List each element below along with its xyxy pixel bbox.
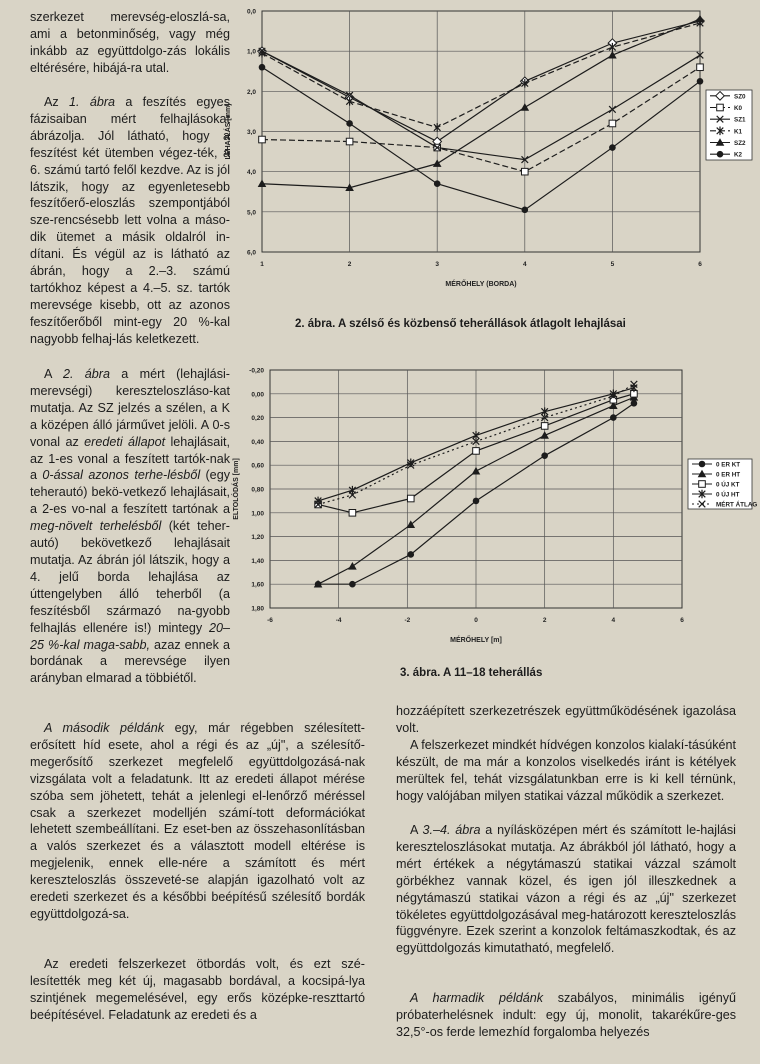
text-run: hozzáépített szerkezetrészek együttműködésének igazolása volt.	[396, 704, 736, 735]
data-point	[259, 136, 266, 143]
text-run: Az eredeti felszerkezet ötbordás volt, és ezt szé-lesítették meg két új, magasabb bordával, a kocsipá-lya szintjének megemelésével, egy erős középke-reszttartó beépítésével. Feladatunk az eredeti és a	[30, 957, 365, 1022]
y-tick-label: 1,40	[251, 557, 264, 565]
paragraph-2	[30, 94, 230, 348]
data-point	[346, 97, 353, 106]
data-point	[521, 103, 530, 111]
paragraph-7	[396, 737, 736, 805]
x-tick-label: -4	[335, 617, 342, 624]
data-point	[346, 120, 353, 127]
y-tick-label: 0,00	[251, 391, 264, 399]
series-line-1	[262, 67, 700, 171]
italic-run: 1. ábra	[69, 95, 116, 109]
y-tick-label: 2,0	[246, 88, 256, 96]
data-point	[610, 414, 617, 421]
y-tick-label: 0,80	[251, 486, 264, 494]
data-point	[696, 15, 705, 23]
data-point	[434, 123, 441, 132]
paragraph-5	[30, 956, 365, 1024]
italic-run: meg-növelt terhelésből	[30, 519, 162, 534]
x-tick-label: 4	[522, 261, 527, 268]
x-tick-label: 4	[611, 617, 616, 624]
y-axis-label: LEHAJLÁS [mm]	[225, 103, 232, 160]
italic-run: 0-ással azonos terhe-lésből	[42, 468, 201, 483]
data-point	[473, 448, 480, 455]
legend-label: SZ2	[734, 140, 746, 147]
y-tick-label: 1,20	[251, 534, 264, 542]
y-tick-label: 1,0	[246, 48, 256, 56]
series-line-0	[262, 21, 700, 142]
data-point	[259, 64, 266, 71]
data-point	[522, 207, 529, 214]
text-run: lehajlásait, az 1-es vonal a feszített tartók-nak a	[30, 434, 230, 483]
data-point	[434, 180, 441, 187]
data-point	[472, 467, 481, 475]
text-run: szerkezet merevség-eloszlá-sa, ami a betonminőség, vagy még inkább az együttdolgo-zás lokális eltérésére, hibájá-ra utal.	[30, 10, 230, 75]
data-point	[258, 179, 267, 187]
data-point	[609, 144, 616, 151]
legend-label: SZ0	[734, 93, 746, 101]
y-tick-label: 5,0	[246, 209, 256, 217]
legend-marker	[717, 104, 724, 111]
data-point	[697, 78, 704, 85]
data-point	[349, 581, 356, 588]
paragraph-8	[396, 822, 736, 957]
text-run: (két teher-autó) bekövetkező lehajlásait mutatja. Az ábrán jól látszik, hogy a 4. jelű borda lehajlása az úttengelyben álló teherből (a feszítésből származó na-gyobb felhajlás ellenére is!) mintegy	[30, 519, 230, 635]
series-line-2	[262, 51, 700, 159]
text-run: Az	[44, 95, 70, 109]
x-tick-label: 0	[474, 617, 478, 624]
paragraph-1	[30, 9, 230, 77]
data-point	[473, 498, 480, 505]
y-tick-label: -0,20	[249, 367, 264, 375]
data-point	[697, 64, 704, 71]
x-tick-label: 6	[698, 261, 702, 268]
italic-run: eredeti állapot	[84, 434, 166, 449]
paragraph-3	[30, 366, 230, 687]
data-point	[349, 510, 356, 517]
data-point	[609, 43, 616, 52]
legend-label: 0 ÚJ HT	[716, 491, 740, 499]
data-point	[541, 423, 548, 430]
text-run: A	[44, 367, 63, 381]
x-tick-label: 1	[260, 261, 264, 268]
italic-run: A második példánk	[44, 721, 165, 735]
italic-run: 20–25 %-kal maga-sabb,	[30, 620, 230, 652]
y-tick-label: 0,60	[251, 462, 264, 470]
paragraph-9	[396, 990, 736, 1041]
figure-3-caption: 3. ábra. A 11–18 teherállás	[400, 667, 543, 679]
chart-figure-2	[225, 2, 754, 302]
text-run: szabályos, minimális igényű próbaterhelésnek indult: egy új, monolit, takarékűre-ges 32,5°-os ferde lemezhíd forgalomba helyezés	[396, 991, 737, 1039]
paragraph-4	[30, 720, 365, 923]
legend-label: MÉRT ÁTLAG	[716, 501, 758, 509]
legend-marker	[699, 481, 706, 488]
text-run: a mért (lehajlási-merevségi) kereszteloszláso-kat mutatja. Az SZ jelzés a szélen, a K a középen álló járművet jelöli. A 0-s vonal az	[30, 367, 230, 449]
text-run: azaz ennek a bordának a merevsége ilyen arányban elmarad a többiétől.	[30, 637, 230, 686]
text-run: a feszítés egyes fázisaiban mért felhajlásokat ábrázolja. Jól látható, hogy a feszítést két ütemben végez-ték, a 6. számú tartó felől kezdve. Az is jól látszik, hogy az egyenletesebb feszítőerő-eloszlás szempontjából sze-rencsésebb lett volna a máso-dik ütemet a másik oldalról in-dítani. És végül az is látható az ábrán, hogy a 2.–3. számú tartókhoz képest a 4.–5. sz. tartók merevsége kisebb, ott az azonos feszítőerőből mint-egy 20 %-kal nagyobb felhaj-lás keletkezett.	[30, 95, 230, 346]
y-tick-label: 3,0	[246, 129, 256, 136]
italic-run: 2. ábra	[63, 367, 111, 381]
text-run: A	[410, 823, 423, 837]
y-tick-label: 0,0	[246, 8, 256, 16]
y-tick-label: 0,40	[251, 438, 264, 446]
data-point	[407, 495, 414, 502]
x-tick-label: 5	[610, 261, 615, 268]
data-point	[541, 452, 548, 459]
italic-run: A harmadik példánk	[410, 991, 544, 1005]
y-tick-label: 0,20	[251, 415, 264, 423]
data-point	[522, 168, 529, 175]
x-tick-label: -6	[267, 617, 273, 624]
figure-2-caption: 2. ábra. A szélső és közbenső teherállások átlagolt lehajlásai	[295, 318, 626, 330]
x-tick-label: 3	[435, 261, 440, 268]
x-axis-label: MÉRŐHELY (BORDA)	[445, 281, 517, 288]
y-tick-label: 1,00	[251, 510, 264, 518]
text-run: (egy teherautó) bekö-vetkező lehajlásait, a 2-es vo-nal a feszített tartónak a	[30, 468, 230, 517]
text-run: A felszerkezet mindkét hídvégen konzolos kialakí-tásúként készült, de ma már a konzolos viselkedés iránt is kétélyek merültek fel, tehát vizsgálatunkban erre is ki kell térnünk, hogy valójában milyen statikai vázzal működik a szerkezet.	[396, 738, 736, 803]
legend-label: K2	[734, 151, 743, 159]
data-point	[609, 120, 616, 127]
legend-box	[706, 90, 752, 160]
legend-label: SZ1	[734, 116, 746, 124]
data-point	[348, 562, 357, 570]
legend-label: K0	[734, 105, 743, 112]
x-tick-label: -2	[404, 617, 411, 624]
legend-marker	[717, 151, 724, 158]
legend-label: 0 ÚJ KT	[716, 481, 740, 489]
data-point	[631, 400, 638, 407]
x-axis-label: MÉRŐHELY [m]	[450, 637, 502, 644]
data-point	[608, 51, 617, 59]
series-line-5	[262, 67, 700, 210]
legend-marker	[699, 461, 706, 468]
paragraph-6	[396, 703, 736, 737]
legend-label: K1	[734, 128, 743, 136]
data-point	[407, 551, 414, 558]
x-tick-label: 2	[542, 617, 547, 624]
data-point	[433, 159, 442, 167]
chart-figure-3	[232, 358, 758, 654]
data-point	[540, 431, 549, 439]
y-tick-label: 1,80	[251, 605, 264, 613]
text-run: a nyílásközépen mért és számított le-hajlási kereszteloszlásokat mutatja. Az ábrákból jól látható, hogy a mért értékek a négytámaszú statikai vázzal számolt görbékhez vannak közel, és igen jól illeszkednek a négytámaszú statikai vázon a régi és az „új" szerkezet tökéletes együttdolgozásával meg-határozott kereszteloszlás függvényre. Ezek szerint a konzolok feltámaszkodtak, és az együttdolgozás kimutatható, megfelelő.	[396, 823, 736, 956]
y-axis-label: ELTOLÓDÁS [mm]	[233, 458, 240, 520]
text-run: egy, már régebben szélesített-erősített híd esete, ahol a régi és az „új", a szélesítő-megerősítő szerkezet megfelelő együttdolgozásá-nak vizsgálata volt a feladatunk. Itt az eredeti állapot mérése szóba sem jöhetett, tehát a jelenlegi el-lenőrző méréssel csak a szerkezet modelljén számí-tott deformációkat lehetett szembeállítani. Ez eset-ben az összehasonlításban a valós szerkezet és a választott modell eltérése is megjelenik, ennek elle-nére a számított és mért kereszteloszlás összeveté-se alapján igazolható volt az eredeti szerkezet és a későbbi beépítésű szélesítő bordák együttdolgozá-sa.	[30, 721, 365, 921]
x-tick-label: 2	[347, 261, 352, 268]
legend-label: 0 ER HT	[716, 471, 741, 479]
x-tick-label: 6	[680, 617, 684, 624]
legend-label: 0 ER KT	[716, 461, 741, 469]
y-tick-label: 1,60	[251, 581, 264, 589]
italic-run: 3.–4. ábra	[422, 823, 481, 837]
y-tick-label: 6,0	[246, 249, 256, 257]
data-point	[346, 138, 353, 145]
y-tick-label: 4,0	[246, 169, 256, 177]
series-line-4	[262, 19, 700, 188]
